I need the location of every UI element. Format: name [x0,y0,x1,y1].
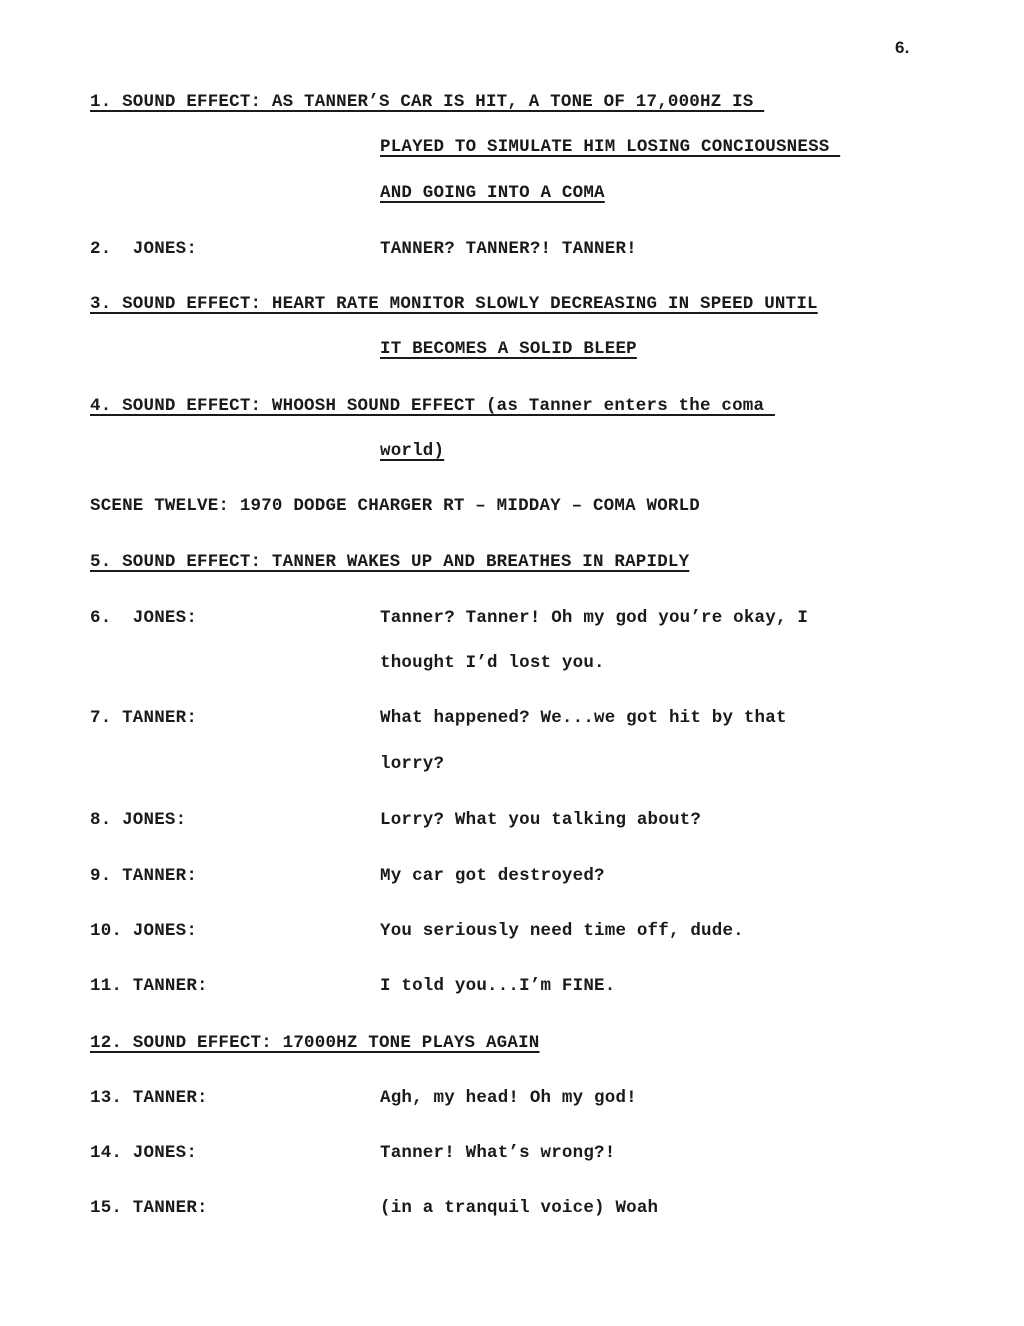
character-cue: 6. JONES: [90,608,198,628]
script-line-sfx-1: 1. SOUND EFFECT: AS TANNER’S CAR IS HIT, A TONE OF 17,000HZ IS [90,92,765,112]
dialogue: I told you...I’m FINE. [380,976,616,996]
dialogue-cont: lorry? [380,754,445,774]
character-cue: 13. TANNER: [90,1088,208,1108]
character-cue: 10. JONES: [90,921,198,941]
character-cue: 2. JONES: [90,239,198,259]
character-cue: 7. TANNER: [90,708,198,728]
script-line-sfx-5: 5. SOUND EFFECT: TANNER WAKES UP AND BREATHES IN RAPIDLY [90,552,690,572]
script-line-sfx-12: 12. SOUND EFFECT: 17000HZ TONE PLAYS AGAIN [90,1033,540,1053]
script-line-sfx-3: 3. SOUND EFFECT: HEART RATE MONITOR SLOWLY DECREASING IN SPEED UNTIL [90,294,818,314]
dialogue: Tanner! What’s wrong?! [380,1143,616,1163]
script-line-sfx-4-cont: world) [380,441,445,461]
dialogue-cont: thought I’d lost you. [380,653,605,673]
character-cue: 11. TANNER: [90,976,208,996]
dialogue: Lorry? What you talking about? [380,810,702,830]
script-line-sfx-1-cont-a: PLAYED TO SIMULATE HIM LOSING CONCIOUSNESS [380,137,841,157]
dialogue: What happened? We...we got hit by that [380,708,787,728]
dialogue: Agh, my head! Oh my god! [380,1088,637,1108]
character-cue: 8. JONES: [90,810,187,830]
character-cue: 15. TANNER: [90,1198,208,1218]
dialogue: Tanner? Tanner! Oh my god you’re okay, I [380,608,809,628]
dialogue: You seriously need time off, dude. [380,921,744,941]
script-line-sfx-3-cont: IT BECOMES A SOLID BLEEP [380,339,637,359]
dialogue: TANNER? TANNER?! TANNER! [380,239,637,259]
scene-heading: SCENE TWELVE: 1970 DODGE CHARGER RT – MIDDAY – COMA WORLD [90,496,700,516]
script-line-sfx-1-cont-b: AND GOING INTO A COMA [380,183,605,203]
dialogue: My car got destroyed? [380,866,605,886]
character-cue: 14. JONES: [90,1143,198,1163]
character-cue: 9. TANNER: [90,866,198,886]
dialogue: (in a tranquil voice) Woah [380,1198,659,1218]
page-number: 6. [895,38,910,57]
script-line-sfx-4: 4. SOUND EFFECT: WHOOSH SOUND EFFECT (as Tanner enters the coma [90,396,775,416]
